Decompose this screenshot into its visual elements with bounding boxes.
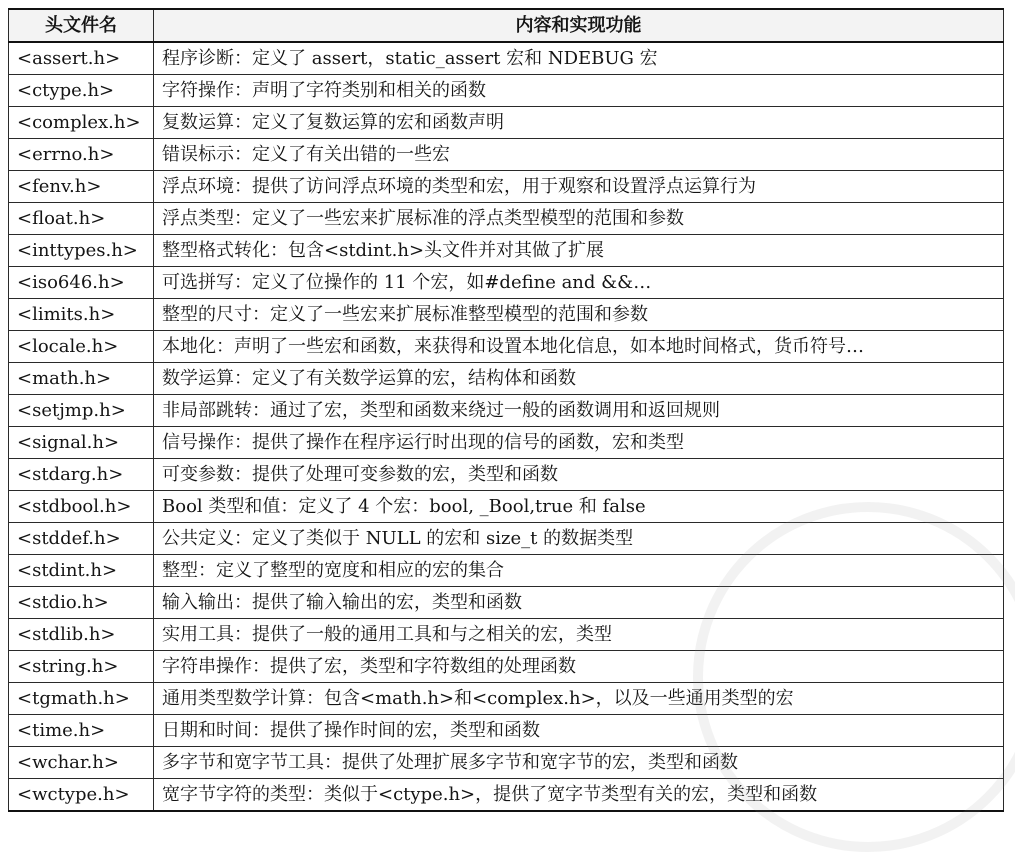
table-row: [9, 779, 1004, 812]
header-description: 错误标示：定义了有关出错的一些宏: [154, 139, 1004, 171]
table-row: [9, 331, 1004, 363]
header-filename: <signal.h>: [9, 427, 154, 459]
table-row: [9, 395, 1004, 427]
header-filename: <stdarg.h>: [9, 459, 154, 491]
table-row: [9, 587, 1004, 619]
header-filename: <tgmath.h>: [9, 683, 154, 715]
header-description: 数学运算：定义了有关数学运算的宏，结构体和函数: [154, 363, 1004, 395]
header-description: 信号操作：提供了操作在程序运行时出现的信号的函数，宏和类型: [154, 427, 1004, 459]
header-filename: <float.h>: [9, 203, 154, 235]
table-row: [9, 715, 1004, 747]
table-row: [9, 523, 1004, 555]
table-row: [9, 459, 1004, 491]
header-filename: <wctype.h>: [9, 779, 154, 812]
header-description: 非局部跳转：通过了宏，类型和函数来绕过一般的函数调用和返回规则: [154, 395, 1004, 427]
header-filename: <math.h>: [9, 363, 154, 395]
header-filename: <iso646.h>: [9, 267, 154, 299]
header-filename: <stddef.h>: [9, 523, 154, 555]
header-description: 复数运算：定义了复数运算的宏和函数声明: [154, 107, 1004, 139]
header-description: 公共定义：定义了类似于 NULL 的宏和 size_t 的数据类型: [154, 523, 1004, 555]
table-header-row: [9, 9, 1004, 42]
header-files-table: [8, 8, 1004, 812]
header-filename: <ctype.h>: [9, 75, 154, 107]
table-row: [9, 651, 1004, 683]
header-filename: <inttypes.h>: [9, 235, 154, 267]
header-description: 本地化：声明了一些宏和函数，来获得和设置本地化信息，如本地时间格式，货币符号…: [154, 331, 1004, 363]
table-row: [9, 683, 1004, 715]
header-filename: <errno.h>: [9, 139, 154, 171]
header-description: 浮点环境：提供了访问浮点环境的类型和宏，用于观察和设置浮点运算行为: [154, 171, 1004, 203]
table-row: [9, 75, 1004, 107]
header-filename: <wchar.h>: [9, 747, 154, 779]
header-description: 日期和时间：提供了操作时间的宏，类型和函数: [154, 715, 1004, 747]
table-row: [9, 619, 1004, 651]
header-description: 程序诊断：定义了 assert，static_assert 宏和 NDEBUG 宏: [154, 42, 1004, 75]
header-description: 实用工具：提供了一般的通用工具和与之相关的宏，类型: [154, 619, 1004, 651]
column-header-description: 内容和实现功能: [154, 9, 1004, 42]
header-description: 整型格式转化：包含<stdint.h>头文件并对其做了扩展: [154, 235, 1004, 267]
header-filename: <stdio.h>: [9, 587, 154, 619]
header-filename: <stdint.h>: [9, 555, 154, 587]
table-header: [9, 9, 1004, 42]
table-row: [9, 139, 1004, 171]
header-filename: <locale.h>: [9, 331, 154, 363]
header-description: 多字节和宽字节工具：提供了处理扩展多字节和宽字节的宏，类型和函数: [154, 747, 1004, 779]
header-description: 可变参数：提供了处理可变参数的宏，类型和函数: [154, 459, 1004, 491]
header-description: 整型：定义了整型的宽度和相应的宏的集合: [154, 555, 1004, 587]
header-description: 字符操作：声明了字符类别和相关的函数: [154, 75, 1004, 107]
table-row: [9, 267, 1004, 299]
header-description: 浮点类型：定义了一些宏来扩展标准的浮点类型模型的范围和参数: [154, 203, 1004, 235]
table-row: [9, 427, 1004, 459]
header-filename: <stdbool.h>: [9, 491, 154, 523]
table-row: [9, 747, 1004, 779]
header-description: 可选拼写：定义了位操作的 11 个宏，如#define and &&…: [154, 267, 1004, 299]
header-filename: <limits.h>: [9, 299, 154, 331]
table-row: [9, 235, 1004, 267]
table-body: [9, 42, 1004, 811]
header-description: 通用类型数学计算：包含<math.h>和<complex.h>，以及一些通用类型的宏: [154, 683, 1004, 715]
table-row: [9, 363, 1004, 395]
column-header-filename: 头文件名: [9, 9, 154, 42]
header-description: 输入输出：提供了输入输出的宏，类型和函数: [154, 587, 1004, 619]
header-filename: <stdlib.h>: [9, 619, 154, 651]
header-filename: <complex.h>: [9, 107, 154, 139]
table-row: [9, 491, 1004, 523]
header-filename: <time.h>: [9, 715, 154, 747]
header-filename: <string.h>: [9, 651, 154, 683]
header-description: 宽字节字符的类型：类似于<ctype.h>，提供了宽字节类型有关的宏，类型和函数: [154, 779, 1004, 812]
table-row: [9, 42, 1004, 75]
table-row: [9, 171, 1004, 203]
header-filename: <assert.h>: [9, 42, 154, 75]
header-description: 整型的尺寸：定义了一些宏来扩展标准整型模型的范围和参数: [154, 299, 1004, 331]
document-page: [8, 8, 1003, 812]
header-description: Bool 类型和值：定义了 4 个宏：bool, _Bool,true 和 false: [154, 491, 1004, 523]
table-row: [9, 555, 1004, 587]
header-filename: <setjmp.h>: [9, 395, 154, 427]
header-filename: <fenv.h>: [9, 171, 154, 203]
table-row: [9, 107, 1004, 139]
header-description: 字符串操作：提供了宏，类型和字符数组的处理函数: [154, 651, 1004, 683]
table-row: [9, 203, 1004, 235]
table-row: [9, 299, 1004, 331]
